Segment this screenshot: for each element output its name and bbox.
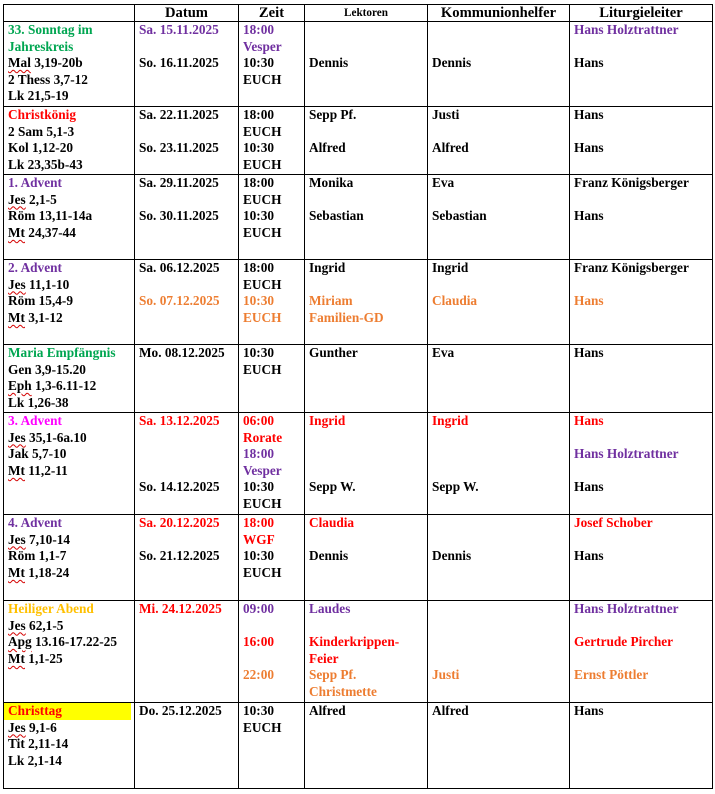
lektoren-line xyxy=(309,22,427,39)
datum-cell xyxy=(135,601,239,703)
datum-line: Do. 25.12.2025 xyxy=(139,703,222,718)
kommunionhelfer-line: Alfred xyxy=(432,140,469,156)
day-line: Jes 9,1-6 xyxy=(8,719,57,735)
lektoren-cell xyxy=(305,175,428,260)
day-line: Eph 1,3-6.11-12 xyxy=(8,378,97,394)
day-line: Tit 2,11-14 xyxy=(8,736,69,752)
zeit-line xyxy=(243,651,304,668)
zeit-line: EUCH xyxy=(243,191,282,207)
zeit-line: EUCH xyxy=(243,309,282,325)
day-line: Lk 2,1-14 xyxy=(8,752,62,768)
zeit-line: Vesper xyxy=(243,462,282,478)
lektoren-line xyxy=(309,192,427,209)
day-line: Jes 2,1-5 xyxy=(8,191,57,207)
liturgieleiter-line: Josef Schober xyxy=(574,515,653,530)
day-line: 1. Advent xyxy=(8,175,62,190)
day-line: Mt 24,37-44 xyxy=(8,224,76,240)
day-line: Heiliger Abend xyxy=(8,601,94,616)
kommunionhelfer-line xyxy=(432,430,569,447)
kommunionhelfer-line: Dennis xyxy=(432,55,472,71)
table-row xyxy=(4,515,713,601)
datum-line: Sa. 29.11.2025 xyxy=(139,175,219,190)
zeit-line: EUCH xyxy=(243,224,282,240)
day-cell xyxy=(4,413,135,515)
kommunionhelfer-line: Justi xyxy=(432,107,460,122)
zeit-line: 10:30 xyxy=(243,345,275,360)
day-cell xyxy=(4,107,135,175)
lektoren-line: Sepp W. xyxy=(309,479,356,495)
zeit-cell xyxy=(239,175,305,260)
table-row xyxy=(4,175,713,260)
kommunionhelfer-line: Eva xyxy=(432,175,455,190)
header-zeit: Zeit xyxy=(239,5,305,22)
zeit-cell xyxy=(239,345,305,413)
liturgieleiter-line: Hans xyxy=(574,703,604,718)
day-cell xyxy=(4,703,135,789)
day-line: Röm 1,1-7 xyxy=(8,548,67,564)
liturgieleiter-cell xyxy=(570,515,713,601)
lektoren-line: Kinderkrippen- xyxy=(309,634,400,650)
day-line: Mt 1,18-24 xyxy=(8,564,70,580)
header-kommunionhelfer: Kommunionhelfer xyxy=(428,5,570,22)
datum-line xyxy=(139,532,238,549)
table-row xyxy=(4,22,713,107)
lektoren-cell xyxy=(305,601,428,703)
liturgieleiter-cell xyxy=(570,22,713,107)
header-lektoren: Lektoren xyxy=(305,5,428,22)
zeit-line: EUCH xyxy=(243,361,282,377)
datum-line: So. 16.11.2025 xyxy=(139,55,219,71)
day-line: Gen 3,9-15.20 xyxy=(8,361,86,377)
lektoren-line: Alfred xyxy=(309,140,346,156)
zeit-line: 18:00 xyxy=(243,22,275,37)
liturgieleiter-line: Hans xyxy=(574,208,604,224)
kommunionhelfer-cell xyxy=(428,260,570,345)
liturgieleiter-line: Franz Königsberger xyxy=(574,175,689,190)
zeit-line: 10:30 xyxy=(243,55,275,71)
kommunionhelfer-line xyxy=(432,446,569,463)
liturgieleiter-line: Hans xyxy=(574,479,604,495)
day-line: Jahreskreis xyxy=(8,38,74,54)
zeit-line: 09:00 xyxy=(243,601,275,616)
zeit-line: 22:00 xyxy=(243,667,275,683)
datum-cell xyxy=(135,345,239,413)
liturgieleiter-line: Hans xyxy=(574,55,604,71)
liturgieleiter-line: Hans xyxy=(574,345,604,360)
kommunionhelfer-line xyxy=(432,601,569,618)
lektoren-line xyxy=(309,430,427,447)
lektoren-cell xyxy=(305,345,428,413)
datum-line xyxy=(139,192,238,209)
zeit-line: 10:30 xyxy=(243,703,275,718)
liturgieleiter-line xyxy=(574,277,712,294)
day-line: Mal 3,19-20b xyxy=(8,55,83,71)
zeit-line: EUCH xyxy=(243,276,282,292)
liturgieleiter-line: Hans Holztrattner xyxy=(574,601,679,616)
zeit-line: EUCH xyxy=(243,156,282,172)
day-line: 2 Thess 3,7-12 xyxy=(8,71,88,87)
datum-cell xyxy=(135,175,239,260)
header-liturgieleiter: Liturgieleiter xyxy=(570,5,713,22)
kommunionhelfer-line: Alfred xyxy=(432,703,469,718)
day-line: Röm 13,11-14a xyxy=(8,208,93,224)
day-line: 4. Advent xyxy=(8,515,62,530)
kommunionhelfer-line xyxy=(432,618,569,635)
lektoren-line xyxy=(309,532,427,549)
lektoren-line xyxy=(309,39,427,56)
liturgieleiter-cell xyxy=(570,107,713,175)
kommunionhelfer-line: Sebastian xyxy=(432,208,487,224)
zeit-cell xyxy=(239,515,305,601)
liturgieleiter-line: Hans Holztrattner xyxy=(574,22,679,37)
datum-cell xyxy=(135,703,239,789)
lektoren-cell xyxy=(305,703,428,789)
kommunionhelfer-cell xyxy=(428,515,570,601)
zeit-line: 18:00 xyxy=(243,175,275,190)
lektoren-line xyxy=(309,446,427,463)
zeit-line: EUCH xyxy=(243,719,282,735)
lektoren-cell xyxy=(305,260,428,345)
liturgieleiter-cell xyxy=(570,260,713,345)
day-line: 2 Sam 5,1-3 xyxy=(8,123,75,139)
datum-line: Sa. 13.12.2025 xyxy=(139,413,220,428)
lektoren-line: Feier xyxy=(309,650,339,666)
datum-cell xyxy=(135,22,239,107)
kommunionhelfer-cell xyxy=(428,22,570,107)
day-line: Lk 21,5-19 xyxy=(8,88,69,104)
day-line: Mt 11,2-11 xyxy=(8,462,68,478)
lektoren-cell xyxy=(305,515,428,601)
zeit-line: 10:30 xyxy=(243,208,275,224)
kommunionhelfer-cell xyxy=(428,601,570,703)
lektoren-line: Laudes xyxy=(309,601,351,616)
lektoren-line: Alfred xyxy=(309,703,346,718)
day-line: Jes 11,1-10 xyxy=(8,276,70,292)
zeit-line: 06:00 xyxy=(243,413,275,428)
kommunionhelfer-line: Eva xyxy=(432,345,455,360)
zeit-cell xyxy=(239,703,305,789)
zeit-cell xyxy=(239,107,305,175)
schedule-table xyxy=(3,4,713,789)
kommunionhelfer-line: Claudia xyxy=(432,293,478,309)
datum-line xyxy=(139,430,238,447)
zeit-line: 10:30 xyxy=(243,548,275,564)
kommunionhelfer-line: Justi xyxy=(432,667,460,683)
day-line: Jes 35,1-6a.10 xyxy=(8,429,87,445)
kommunionhelfer-cell xyxy=(428,413,570,515)
datum-line: So. 14.12.2025 xyxy=(139,479,220,495)
datum-cell xyxy=(135,413,239,515)
lektoren-line: Christmette xyxy=(309,683,377,699)
lektoren-line: Miriam xyxy=(309,293,353,309)
liturgieleiter-line: Hans xyxy=(574,413,604,428)
zeit-line: 10:30 xyxy=(243,479,275,495)
zeit-line: 16:00 xyxy=(243,634,275,650)
kommunionhelfer-line xyxy=(432,39,569,56)
zeit-line: 18:00 xyxy=(243,260,275,275)
datum-line: So. 07.12.2025 xyxy=(139,293,220,309)
day-line: Mt 1,1-25 xyxy=(8,650,63,666)
header-row xyxy=(4,5,713,22)
kommunionhelfer-line xyxy=(432,124,569,141)
kommunionhelfer-line: Ingrid xyxy=(432,413,469,428)
day-cell xyxy=(4,22,135,107)
zeit-line: EUCH xyxy=(243,123,282,139)
lektoren-line: Dennis xyxy=(309,548,349,564)
lektoren-line: Sepp Pf. xyxy=(309,107,357,122)
zeit-line xyxy=(243,618,304,635)
kommunionhelfer-cell xyxy=(428,107,570,175)
day-line: 2. Advent xyxy=(8,260,62,275)
header-datum: Datum xyxy=(135,5,239,22)
datum-line xyxy=(139,124,238,141)
day-line: Jes 62,1-5 xyxy=(8,617,64,633)
kommunionhelfer-line xyxy=(432,192,569,209)
lektoren-line: Ingrid xyxy=(309,260,346,275)
day-line: Lk 23,35b-43 xyxy=(8,156,83,172)
day-cell xyxy=(4,515,135,601)
day-line: Christtag xyxy=(4,703,131,720)
kommunionhelfer-line xyxy=(432,634,569,651)
zeit-line: Rorate xyxy=(243,429,283,445)
kommunionhelfer-line xyxy=(432,463,569,480)
lektoren-cell xyxy=(305,413,428,515)
lektoren-line xyxy=(309,277,427,294)
zeit-cell xyxy=(239,601,305,703)
day-cell xyxy=(4,175,135,260)
day-cell xyxy=(4,260,135,345)
liturgieleiter-line xyxy=(574,430,712,447)
zeit-cell xyxy=(239,260,305,345)
zeit-line: 10:30 xyxy=(243,293,275,309)
table-row xyxy=(4,601,713,703)
zeit-line: 18:00 xyxy=(243,107,275,122)
lektoren-line xyxy=(309,463,427,480)
lektoren-line: Ingrid xyxy=(309,413,346,428)
liturgieleiter-line: Franz Königsberger xyxy=(574,260,689,275)
zeit-line: WGF xyxy=(243,531,275,547)
day-cell xyxy=(4,345,135,413)
header-day xyxy=(4,5,135,22)
table-row xyxy=(4,260,713,345)
datum-line: Sa. 22.11.2025 xyxy=(139,107,219,122)
lektoren-line: Claudia xyxy=(309,515,355,530)
liturgieleiter-cell xyxy=(570,175,713,260)
datum-cell xyxy=(135,515,239,601)
liturgieleiter-line xyxy=(574,124,712,141)
liturgieleiter-line: Hans Holztrattner xyxy=(574,446,679,462)
liturgieleiter-cell xyxy=(570,703,713,789)
liturgieleiter-line: Ernst Pöttler xyxy=(574,667,649,683)
day-line: 3. Advent xyxy=(8,413,62,428)
day-line: Christkönig xyxy=(8,107,76,122)
lektoren-line: Sebastian xyxy=(309,208,364,224)
day-line: Jak 5,7-10 xyxy=(8,446,67,462)
table-row xyxy=(4,703,713,789)
datum-line: So. 30.11.2025 xyxy=(139,208,219,224)
zeit-line: EUCH xyxy=(243,495,282,511)
liturgieleiter-line xyxy=(574,39,712,56)
datum-line xyxy=(139,39,238,56)
liturgieleiter-line xyxy=(574,463,712,480)
liturgieleiter-line: Gertrude Pircher xyxy=(574,634,674,650)
zeit-line: Vesper xyxy=(243,38,282,54)
liturgieleiter-line: Hans xyxy=(574,140,604,156)
datum-line: Sa. 15.11.2025 xyxy=(139,22,219,37)
liturgieleiter-line xyxy=(574,651,712,668)
liturgieleiter-line xyxy=(574,532,712,549)
zeit-line: 18:00 xyxy=(243,446,275,462)
day-line: Lk 1,26-38 xyxy=(8,394,69,410)
kommunionhelfer-cell xyxy=(428,703,570,789)
day-line: Apg 13.16-17.22-25 xyxy=(8,634,117,650)
liturgieleiter-line xyxy=(574,192,712,209)
liturgieleiter-line: Hans xyxy=(574,548,604,564)
zeit-line: 18:00 xyxy=(243,515,275,530)
datum-cell xyxy=(135,260,239,345)
day-line: 33. Sonntag im xyxy=(8,22,93,37)
lektoren-line: Monika xyxy=(309,175,354,190)
datum-line xyxy=(139,446,238,463)
kommunionhelfer-line xyxy=(432,22,569,39)
liturgieleiter-cell xyxy=(570,345,713,413)
lektoren-line: Sepp Pf. xyxy=(309,667,357,683)
kommunionhelfer-line: Ingrid xyxy=(432,260,469,275)
kommunionhelfer-line xyxy=(432,277,569,294)
kommunionhelfer-line xyxy=(432,515,569,532)
liturgieleiter-cell xyxy=(570,413,713,515)
datum-line xyxy=(139,463,238,480)
zeit-cell xyxy=(239,22,305,107)
datum-line: So. 21.12.2025 xyxy=(139,548,220,564)
lektoren-line: Gunther xyxy=(309,345,358,360)
day-line: Jes 7,10-14 xyxy=(8,531,71,547)
lektoren-cell xyxy=(305,107,428,175)
day-line: Maria Empfängnis xyxy=(8,345,116,360)
kommunionhelfer-line xyxy=(432,651,569,668)
kommunionhelfer-line: Sepp W. xyxy=(432,479,479,495)
liturgieleiter-cell xyxy=(570,601,713,703)
lektoren-line: Dennis xyxy=(309,55,349,71)
lektoren-cell xyxy=(305,22,428,107)
liturgieleiter-line xyxy=(574,618,712,635)
lektoren-line xyxy=(309,124,427,141)
datum-line: Sa. 20.12.2025 xyxy=(139,515,220,530)
kommunionhelfer-line: Dennis xyxy=(432,548,472,564)
table-row xyxy=(4,413,713,515)
day-cell xyxy=(4,601,135,703)
datum-line: Sa. 06.12.2025 xyxy=(139,260,220,275)
liturgieleiter-line: Hans xyxy=(574,107,604,122)
table-row xyxy=(4,345,713,413)
datum-cell xyxy=(135,107,239,175)
kommunionhelfer-cell xyxy=(428,345,570,413)
zeit-line: EUCH xyxy=(243,564,282,580)
zeit-line: 10:30 xyxy=(243,140,275,156)
zeit-line: EUCH xyxy=(243,71,282,87)
lektoren-line xyxy=(309,618,427,635)
day-line: Kol 1,12-20 xyxy=(8,140,74,156)
datum-line: So. 23.11.2025 xyxy=(139,140,219,156)
kommunionhelfer-line xyxy=(432,532,569,549)
day-line: Röm 15,4-9 xyxy=(8,293,73,309)
zeit-cell xyxy=(239,413,305,515)
day-line: Mt 3,1-12 xyxy=(8,309,63,325)
liturgieleiter-line: Hans xyxy=(574,293,604,309)
table-row xyxy=(4,107,713,175)
kommunionhelfer-cell xyxy=(428,175,570,260)
datum-line: Mo. 08.12.2025 xyxy=(139,345,225,360)
datum-line xyxy=(139,277,238,294)
lektoren-line: Familien-GD xyxy=(309,309,384,325)
datum-line: Mi. 24.12.2025 xyxy=(139,601,222,616)
